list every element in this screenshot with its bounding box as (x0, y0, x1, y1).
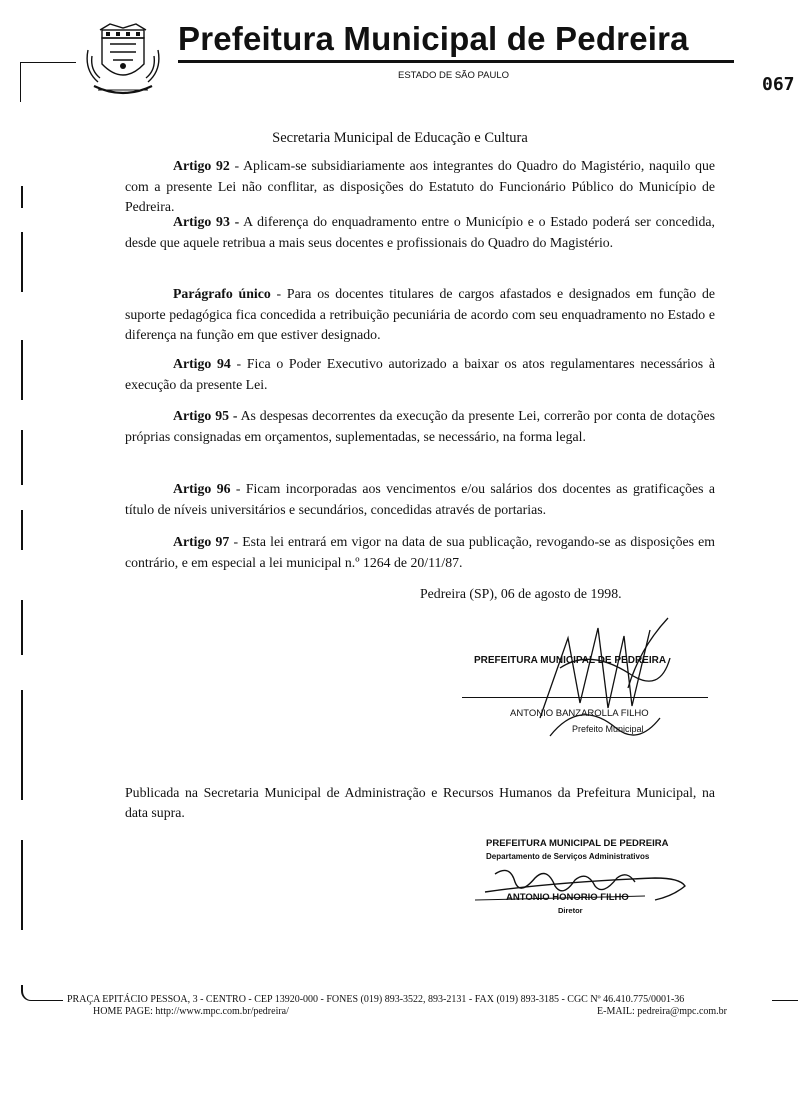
director-dept: Departamento de Serviços Administrativos (486, 852, 650, 861)
page-number: 067 (762, 74, 795, 95)
footer-email: E-MAIL: pedreira@mpc.com.br (597, 1006, 727, 1017)
article-94-label: Artigo 94 (173, 356, 231, 371)
mayor-stamp-org: PREFEITURA MUNICIPAL DE PEDREIRA (474, 655, 667, 666)
frame-left-line-4 (21, 430, 23, 485)
frame-left-line-3 (21, 340, 23, 400)
article-92 (125, 156, 715, 218)
municipal-crest-logo (80, 20, 166, 100)
paragrafo-unico-label: Parágrafo único (173, 286, 271, 301)
article-95 (125, 406, 715, 447)
article-92-label: Artigo 92 (173, 158, 230, 173)
mayor-name: ANTONIO BANZAROLLA FILHO (510, 708, 649, 719)
director-signature (455, 856, 695, 912)
article-95-text: As despesas decorrentes da execução da presente Lei, correrão por conta de dotações próprias consignadas em orçamentos, suplementadas, se necessário, na forma legal. (125, 408, 715, 444)
footer-address: PRAÇA EPITÁCIO PESSOA, 3 - CENTRO - CEP 13920-000 - FONES (019) 893-3522, 893-2131 - FAX (019) 893-3185 - CGC Nº 46.410.775/0001-36 (67, 994, 685, 1005)
frame-left-line-7 (21, 690, 23, 800)
frame-left-line-2 (21, 232, 23, 292)
article-94-text: - Fica o Poder Executivo autorizado a baixar os atos regulamentares necessários à execução da presente Lei. (125, 356, 715, 392)
paragrafo-unico (125, 284, 715, 346)
article-97-label: Artigo 97 (173, 534, 230, 549)
article-96 (125, 479, 715, 520)
article-97-text: - Esta lei entrará em vigor na data de sua publicação, revogando-se as disposições em contrário, e em especial a lei municipal n.º 1264 de 20/11/87. (125, 534, 715, 570)
director-name: ANTONIO HONORIO FILHO (506, 892, 629, 903)
article-97 (125, 532, 715, 573)
frame-bottom-corner (21, 985, 37, 1001)
paragrafo-unico-text: - Para os docentes titulares de cargos afastados e designados em função de suporte pedagógica fica concedida a retribuição pecuniária de acordo com seu enquadramento no Estado e diferença na função em que estiver designado. (125, 286, 715, 342)
article-95-label: Artigo 95 - (173, 408, 238, 423)
frame-left-line-5 (21, 510, 23, 550)
header-state: ESTADO DE SÃO PAULO (398, 70, 510, 81)
frame-left-line-upper (20, 62, 21, 102)
article-94 (125, 354, 715, 395)
frame-left-line-8 (21, 840, 23, 930)
frame-left-line-1 (21, 186, 23, 208)
mayor-role: Prefeito Municipal (572, 724, 644, 734)
article-93-label: Artigo 93 - (173, 214, 240, 229)
article-96-label: Artigo 96 (173, 481, 231, 496)
footer-homepage: HOME PAGE: http://www.mpc.com.br/pedreira/ (93, 1006, 289, 1017)
secretaria-heading: Secretaria Municipal de Educação e Cultura (272, 130, 528, 146)
article-93 (125, 212, 715, 253)
footer-rule-right (772, 1000, 798, 1001)
mayor-signature-line (462, 697, 708, 698)
article-93-text: A diferença do enquadramento entre o Município e o Estado poderá ser concedida, desde que aquele retribua a mais seus docentes e profissionais do Quadro do Magistério. (125, 214, 715, 250)
place-and-date: Pedreira (SP), 06 de agosto de 1998. (420, 586, 622, 601)
publication-note: Publicada na Secretaria Municipal de Administração e Recursos Humanos da Prefeitura Municipal, na data supra. (125, 785, 715, 820)
footer-rule-left (35, 1000, 63, 1001)
frame-top-left-rule (20, 62, 76, 63)
header-rule (178, 60, 734, 63)
director-role: Diretor (558, 906, 583, 915)
article-92-text: - Aplicam-se subsidiariamente aos integrantes do Quadro do Magistério, naquilo que com a presente Lei não conflitar, as disposições do Estatuto do Funcionário Público do Município de Pedreira. (125, 158, 715, 214)
article-96-text: - Ficam incorporadas aos vencimentos e/ou salários dos docentes as gratificações a título de níveis universitários e secundários, concedidas através de portarias. (125, 481, 715, 517)
header-title: Prefeitura Municipal de Pedreira (178, 20, 689, 57)
frame-left-line-6 (21, 600, 23, 655)
director-stamp-org: PREFEITURA MUNICIPAL DE PEDREIRA (486, 838, 669, 849)
